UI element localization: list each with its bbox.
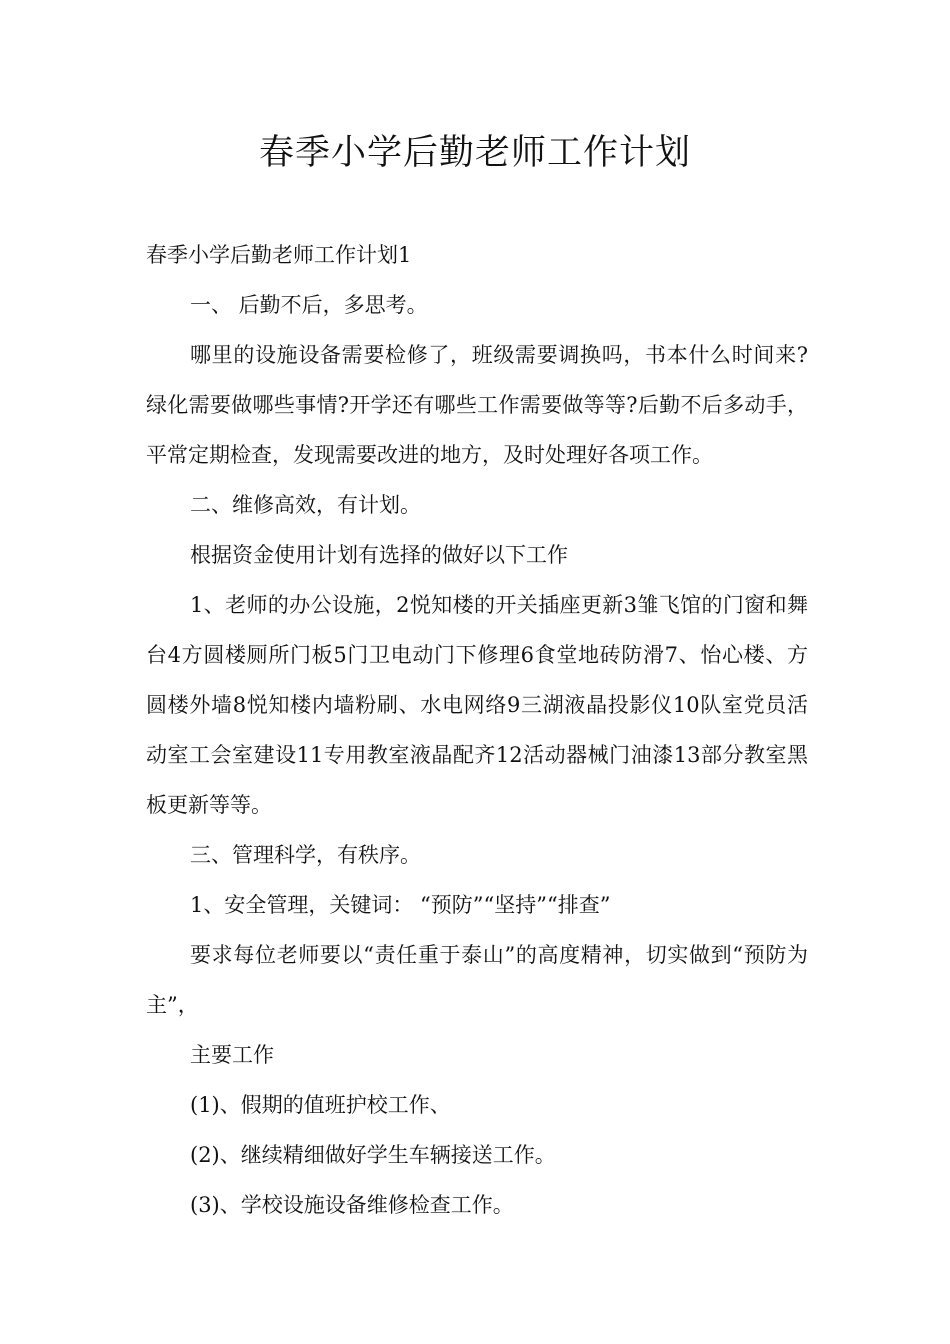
paragraph: 1、老师的办公设施，2悦知楼的开关插座更新3雏飞馆的门窗和舞台4方圆楼厕所门板5门卫电动门下修理6食堂地砖防滑7、怡心楼、方圆楼外墙8悦知楼内墙粉刷、水电网络9三湖液晶投影仪10队室党员活动室工会室建设11专用教室液晶配齐12活动器械门油漆13部分教室黑板更新等等。: [146, 593, 808, 817]
paragraph: (3)、学校设施设备维修检查工作。: [190, 1193, 514, 1217]
paragraph: 1、安全管理，关键词： “预防”“坚持”“排查”: [190, 893, 611, 917]
document-title: 春季小学后勤老师工作计划: [258, 133, 691, 173]
paragraph: (1)、假期的值班护校工作、: [190, 1093, 451, 1117]
document-body: [146, 230, 808, 1230]
paragraph: 主要工作: [190, 1043, 274, 1067]
paragraph: 三、管理科学，有秩序。: [190, 843, 421, 867]
section-heading: 春季小学后勤老师工作计划1: [146, 243, 412, 267]
paragraph: 一、 后勤不后，多思考。: [190, 293, 428, 317]
paragraph: 根据资金使用计划有选择的做好以下工作: [190, 543, 568, 567]
paragraph: (2)、继续精细做好学生车辆接送工作。: [190, 1143, 556, 1167]
paragraph: 要求每位老师要以“责任重于泰山”的高度精神，切实做到“预防为主”，: [146, 943, 808, 1017]
paragraph: 哪里的设施设备需要检修了，班级需要调换吗，书本什么时间来?绿化需要做哪些事情?开学还有哪些工作需要做等等?后勤不后多动手，平常定期检查，发现需要改进的地方，及时处理好各项工作。: [146, 343, 808, 467]
paragraph: 二、维修高效，有计划。: [190, 493, 421, 517]
